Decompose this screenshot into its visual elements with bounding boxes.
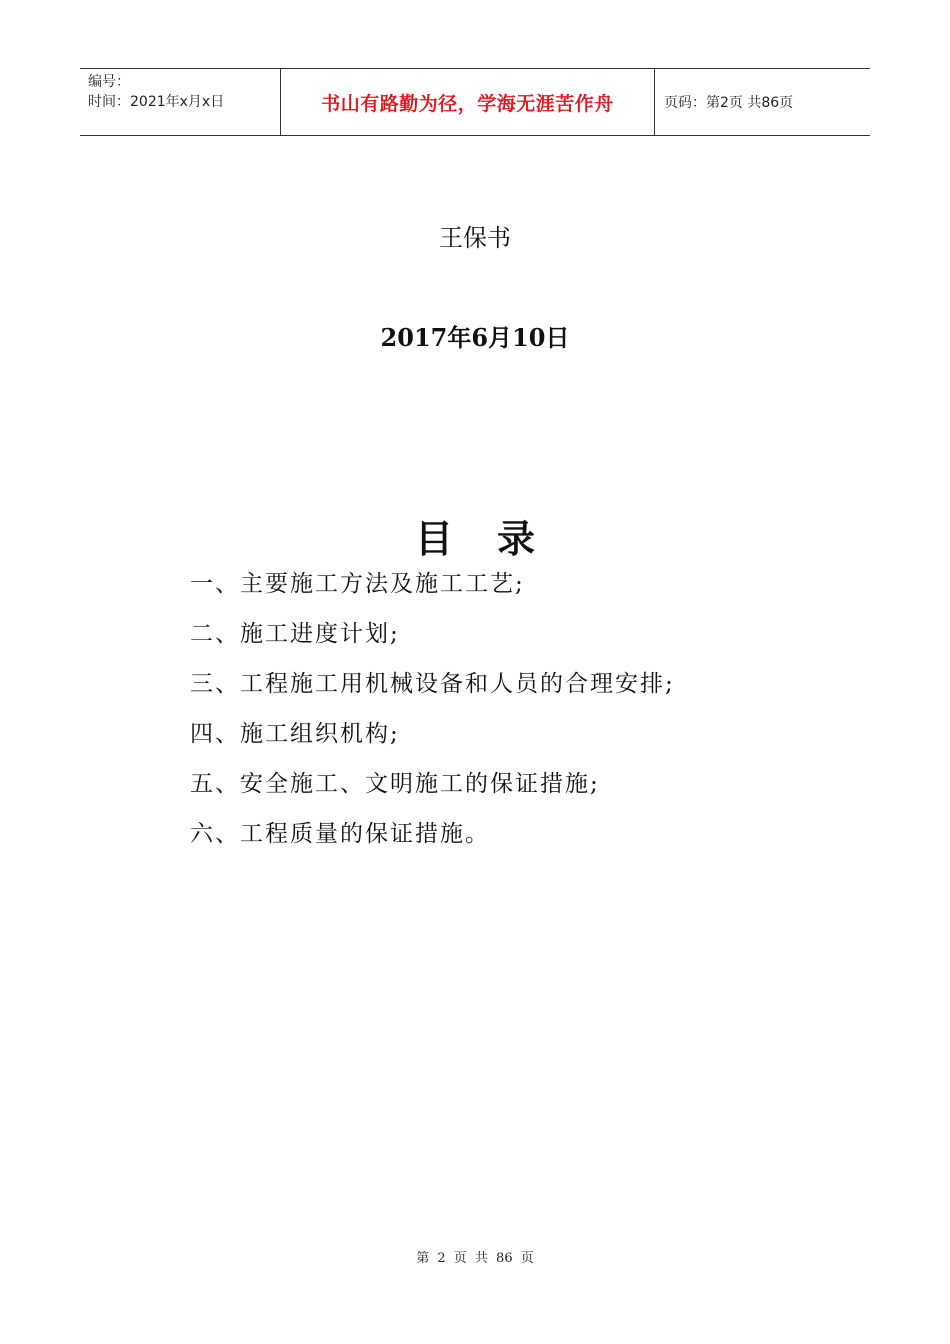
toc-title: 目录 <box>414 516 579 561</box>
header-meta <box>80 69 281 135</box>
toc-item: 四、施工组织机构; <box>190 721 400 747</box>
author-name: 王保书 <box>439 224 511 252</box>
header-motto: 书山有路勤为径，学海无涯苦作舟 <box>281 69 655 135</box>
toc-item: 三、工程施工用机械设备和人员的合理安排; <box>190 671 675 697</box>
toc-item: 一、主要施工方法及施工工艺; <box>190 571 525 597</box>
toc-list <box>190 564 675 864</box>
serial-label: 编号： <box>88 74 130 90</box>
toc-item: 五、安全施工、文明施工的保证措施; <box>190 771 600 797</box>
time-label: 时间：2021年x月x日 <box>88 94 225 110</box>
header-page-info: 页码：第2页 共86页 <box>664 95 794 111</box>
page-header <box>80 68 870 136</box>
toc-item: 二、施工进度计划; <box>190 621 400 647</box>
toc-item: 六、工程质量的保证措施。 <box>190 821 490 847</box>
page-footer: 第 2 页 共 86 页 <box>416 1251 534 1266</box>
document-date: 2017年6月10日 <box>380 323 570 352</box>
